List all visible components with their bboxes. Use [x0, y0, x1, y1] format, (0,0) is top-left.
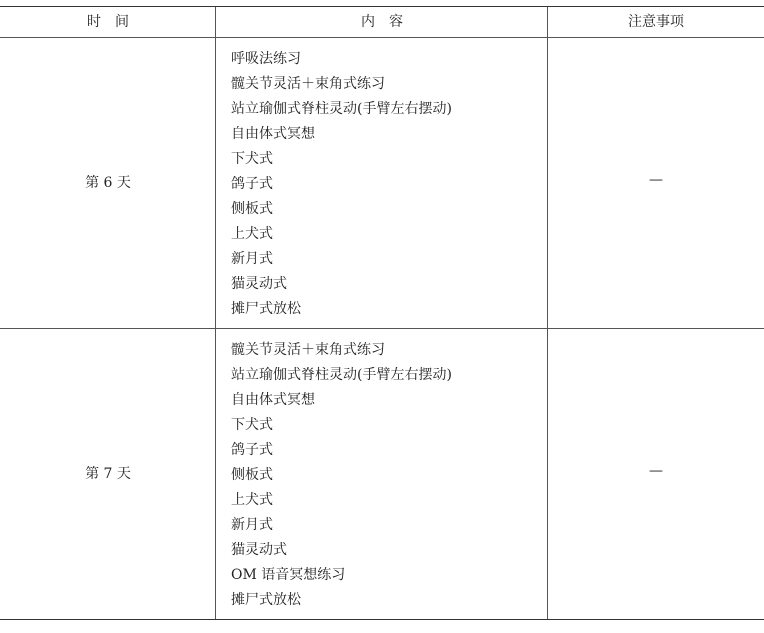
list-item: 摊尸式放松	[231, 592, 301, 608]
schedule-table	[0, 6, 764, 620]
list-item: 侧板式	[231, 467, 273, 483]
list-item: 上犬式	[231, 226, 273, 242]
list-item: 自由体式冥想	[231, 126, 315, 142]
table-header	[0, 7, 764, 38]
list-item: 髋关节灵活＋束角式练习	[231, 342, 385, 358]
header-notes: 注意事项	[628, 14, 684, 30]
header-content: 内 容	[361, 14, 403, 30]
list-item: 上犬式	[231, 492, 273, 508]
list-item: 侧板式	[231, 201, 273, 217]
row-time: 第 6 天	[85, 175, 131, 191]
row-note: —	[649, 172, 663, 188]
list-item: 呼吸法练习	[231, 51, 301, 67]
list-item: 髋关节灵活＋束角式练习	[231, 76, 385, 92]
row-content-list	[231, 338, 452, 613]
row-time: 第 7 天	[85, 466, 131, 482]
table-row	[0, 38, 764, 329]
list-item: 猫灵动式	[231, 542, 287, 558]
list-item: 摊尸式放松	[231, 301, 301, 317]
list-item: 猫灵动式	[231, 276, 287, 292]
list-item: 下犬式	[231, 151, 273, 167]
row-content-list	[231, 47, 452, 322]
list-item: 下犬式	[231, 417, 273, 433]
header-time: 时 间	[87, 14, 129, 30]
list-item: 站立瑜伽式脊柱灵动(手臂左右摆动)	[231, 367, 452, 383]
row-note: —	[649, 463, 663, 479]
list-item: 站立瑜伽式脊柱灵动(手臂左右摆动)	[231, 101, 452, 117]
table-row	[0, 329, 764, 619]
list-item: 新月式	[231, 517, 273, 533]
list-item: 鸽子式	[231, 176, 273, 192]
list-item: 鸽子式	[231, 442, 273, 458]
list-item: 自由体式冥想	[231, 392, 315, 408]
list-item: 新月式	[231, 251, 273, 267]
list-item: OM 语音冥想练习	[231, 567, 346, 583]
